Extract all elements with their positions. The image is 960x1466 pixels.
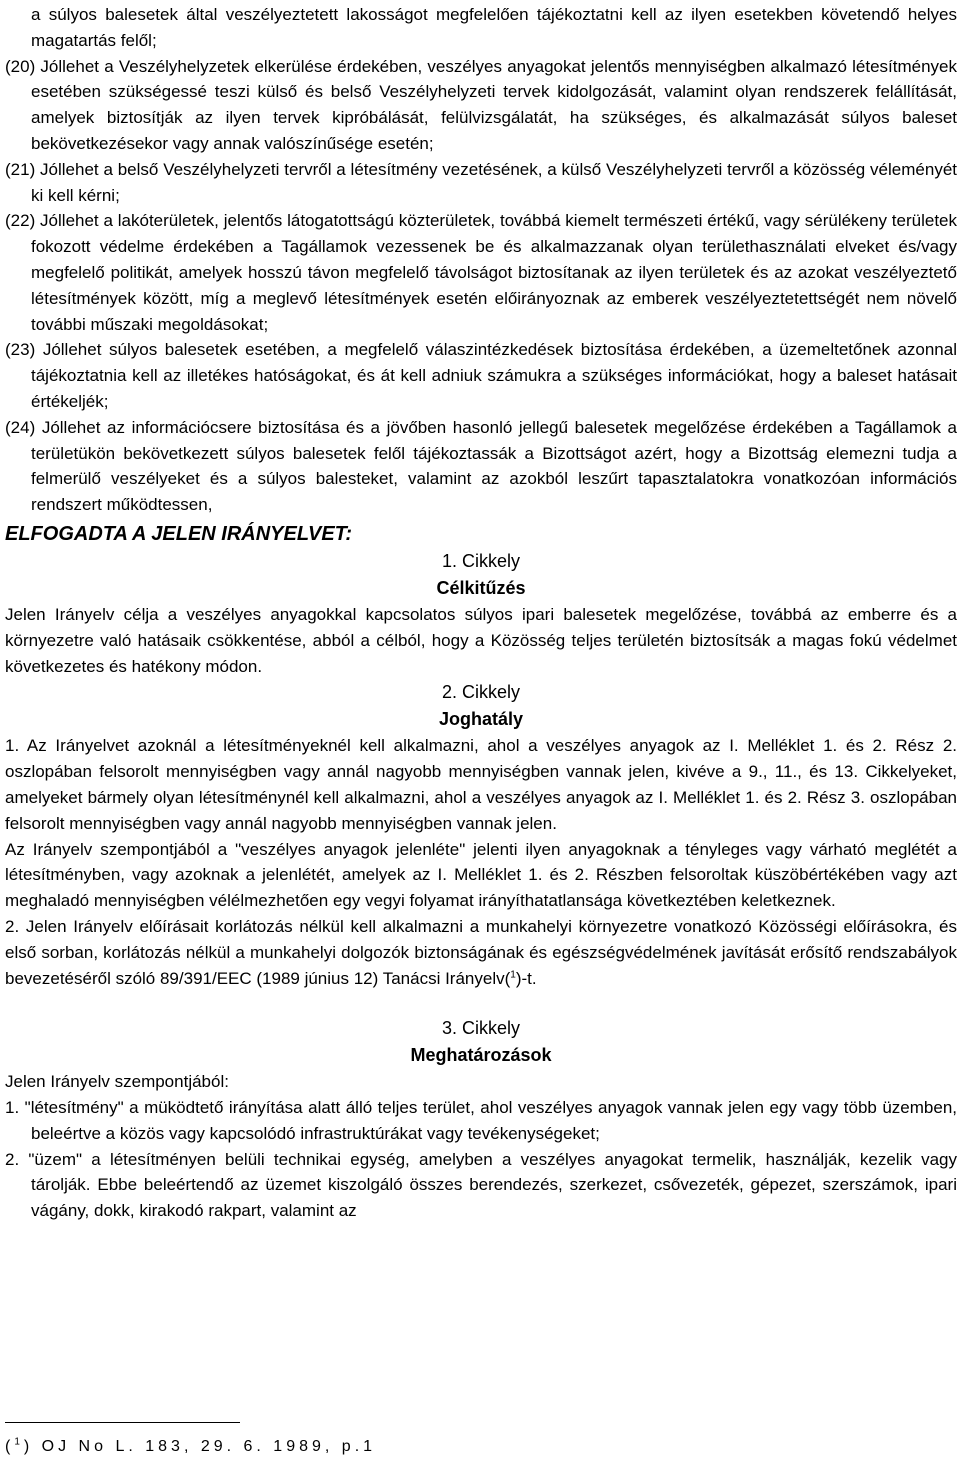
- article-2-paragraph-2: Az Irányelv szempontjából a "veszélyes anyagok jelenléte" jelenti ilyen anyagoknak a tényleges vagy várható meglétét a létesítményben, vagy azoknak a jelenlétét, amelyek az I. Melléklet 1. és 2. Részben felsoroltak küszöbértékében vagy azt meghaladó mennyiségben vélélmezhetően egy vegyi folyamat irányíthatatlansága következtében keletkeznek.: [5, 839, 957, 911]
- article-3-title: Meghatározások: [410, 1045, 552, 1066]
- article-2-title: Joghatály: [438, 709, 524, 730]
- article-1-text: Jelen Irányelv célja a veszélyes anyagokkal kapcsolatos súlyos ipari balesetek megelőzése, továbbá az emberre és a környezetre való hatásaik csökkentése, abból a célból, hogy a Közösség teljes területén biztosítsák a magas fokú védelmet következetes és hatékony módon.: [5, 604, 957, 676]
- recital-21: (21) Jóllehet a belső Veszélyhelyzeti tervről a létesítmény vezetésének, a külső Veszélyhelyzeti tervről a közösség véleményét ki kell kérni;: [5, 159, 957, 205]
- footnote-ref: 1: [510, 968, 516, 980]
- article-1-title: Célkitűzés: [436, 577, 526, 598]
- article-3-item-2: 2. "üzem" a létesítményen belüli technikai egység, amelyben a veszélyes anyagokat termelik, használják, kezelik vagy tárolják. Ebbe beleértendő az üzemet kiszolgáló összes berendezés, szerkezet, csővezeték, gépezet, szerszámok, ipari vágány, dokk, kirakodó rakpart, valamint az: [5, 1149, 957, 1221]
- recital-24: (24) Jóllehet az információcsere biztosítása és a jövőben hasonló jellegű balesetek megelőzése érdekében a Tagállamok a területükön bekövetkezett súlyos balesetek felől tájékoztassák a Bizottságot azért, hogy a Bizottság elemezni tudja a felmerülő veszélyeket és a súlyos balesteket, valamint az azokból leszűrt tapasztalatokra vonatkozóan információs rendszert működtessen,: [5, 417, 957, 515]
- article-2-paragraph-1: 1. Az Irányelvet azoknál a létesítményeknél kell alkalmazni, ahol a veszélyes anyagok az I. Melléklet 1. és 2. Rész 2. oszlopában felsorolt mennyiségben vagy annál nagyobb mennyiségben vannak jelen, kivéve a 9., 11., és 13. Cikkelyeket, amelyeket bármely olyan létesítménynél kell alkalmazni, ahol a veszélyes anyagok az I. Melléklet 1. és 2. Rész 3. oszlopában felsorolt mennyiségben vagy annál nagyobb mennyiségben vannak jelen.: [5, 736, 957, 833]
- article-1-number: 1. Cikkely: [441, 550, 521, 571]
- adopted-heading: ELFOGADTA A JELEN IRÁNYELVET:: [5, 522, 353, 545]
- recital-20: (20) Jóllehet a Veszélyhelyzetek elkerülése érdekében, veszélyes anyagokat jelentős mennyiségben alkalmazó létesítmények esetében szükségessé teszi külső és belső Veszélyhelyzeti tervek kidolgozását, valamint olyan rendszerek felállítását, amelyek biztosítják az ilyen tervek kipróbálását, felülvizsgálatát, ha szükséges, és alkalmazását súlyos baleset bekövetkezésekor vagy annak valószínűsége esetén;: [5, 56, 957, 153]
- article-2-paragraph-3: [5, 914, 957, 991]
- article-3-item-1: 1. "létesítmény" a müködtető irányítása alatt álló teljes terület, ahol veszélyes anyagok vannak jelen egy vagy több üzemben, beleértve a közös vagy kapcsolódó infrastruktúrákat vagy tevékenységeket;: [5, 1098, 957, 1143]
- article-2-number: 2. Cikkely: [441, 682, 521, 703]
- footnote-divider: [5, 1422, 240, 1423]
- footnote-open: (: [5, 1438, 15, 1455]
- recital-22: (22) Jóllehet a lakóterületek, jelentős látogatottságú közterületek, továbbá kiemelt természeti értékű, vagy sérülékeny területek fokozott védelme érdekében a Tagállamok vezessenek be és alkalmazzanak olyan területhasználati elveket és/vagy megfelelő politikát, amelyek hosszú távon megfelelő távolságot biztosítanak az ilyen területek és az azokat veszélyeztető létesítmények között, míg a meglevő létesítmények esetén előirányoznak az emberek veszélyeztetettségét nem növelő további műszaki megoldásokat;: [5, 211, 957, 334]
- recital-23: (23) Jóllehet súlyos balesetek esetében, a megfelelő válaszintézkedések biztosítása érdekében, a üzemeltetőnek azonnal tájékoztatnia kell az illetékes hatóságokat, és át kell adniuk számukra a szükséges információkat, hogy a baleset hatásait értékeljék;: [5, 340, 957, 411]
- footnote-text: ) OJ No L. 183, 29. 6. 1989, p.1: [23, 1438, 377, 1455]
- article-2-paragraph-3-text: 2. Jelen Irányelv előírásait korlátozás nélkül kell alkalmazni a munkahelyi környezetre vonatkozó Közösségi előírásokra, és első sorban, korlátozás nélkül a munkahelyi dolgozók biztonságának és egészségvédelmének javítását erősítő rendszabályok bevezetéséről szóló 89/391/EEC (1989 június 12) Tanácsi Irányelv(: [5, 916, 957, 988]
- recital-19-continuation: a súlyos balesetek által veszélyeztetett lakosságot megfelelően tájékoztatni kell az ilyen esetekben követendő helyes magatartás felől;: [31, 5, 957, 50]
- document-page: [5, 2, 957, 1224]
- article-3-intro: Jelen Irányelv szempontjából:: [5, 1072, 229, 1092]
- footnote-number: 1: [14, 1436, 24, 1448]
- article-3-number: 3. Cikkely: [441, 1018, 521, 1039]
- article-2-paragraph-3-end: )-t.: [515, 968, 537, 988]
- footnote: [5, 1438, 376, 1456]
